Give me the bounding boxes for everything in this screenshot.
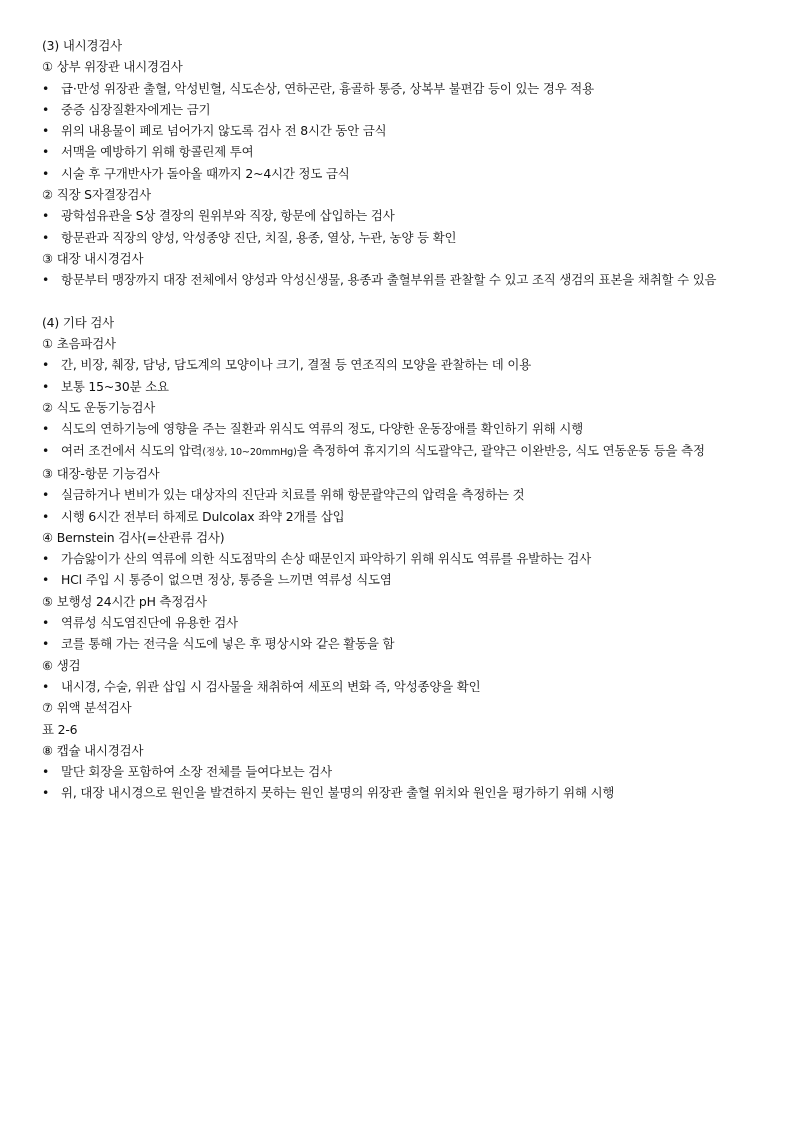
bullet-item-pressure: • 여러 조건에서 식도의 압력(정상, 10~20mmHg)을 측정하여 휴지기의 식도괄약근, 괄약근 이완반응, 식도 연동운동 등을 측정 (42, 440, 757, 463)
bullet-icon: • (42, 615, 50, 631)
item-title: ① 상부 위장관 내시경검사 (42, 59, 183, 75)
table-reference: 표 2-6 (42, 721, 78, 737)
bullet-icon: • (42, 272, 50, 288)
bullet-icon: • (42, 229, 50, 245)
section-spacer (42, 291, 757, 312)
bullet-item: • 항문관과 직장의 양성, 악성종양 진단, 치질, 용종, 열상, 누관, 농양 등 확인 (42, 227, 757, 248)
bullet-icon: • (42, 357, 50, 373)
bullet-icon: • (42, 508, 50, 524)
item-title: ② 직장 S자결장검사 (42, 187, 151, 203)
bullet-icon: • (42, 551, 50, 567)
section-heading-other-tests: (4) 기타 검사 (42, 314, 114, 330)
item-title: ④ Bernstein 검사(=산관류 검사) (42, 529, 225, 545)
bullet-item: • 급·만성 위장관 출혈, 악성빈혈, 식도손상, 연하곤란, 흉골하 통증, 상복부 불편감 등이 있는 경우 적용 (42, 78, 757, 99)
item-title: ⑦ 위액 분석검사 (42, 700, 132, 716)
bullet-item: • 서맥을 예방하기 위해 항콜린제 투여 (42, 141, 757, 162)
bullet-icon: • (42, 208, 50, 224)
bullet-item: • 위의 내용물이 폐로 넘어가지 않도록 검사 전 8시간 동안 금식 (42, 120, 757, 141)
bullet-icon: • (42, 80, 50, 96)
item-title: ① 초음파검사 (42, 336, 116, 352)
bullet-item: • 역류성 식도염진단에 유용한 검사 (42, 612, 757, 633)
bullet-item: • HCl 주입 시 통증이 없으면 정상, 통증을 느끼면 역류성 식도염 (42, 569, 757, 590)
bullet-icon: • (42, 764, 50, 780)
bullet-item: • 항문부터 맹장까지 대장 전체에서 양성과 악성신생물, 용종과 출혈부위를 관찰할 수 있고 조직 생검의 표본을 채취할 수 있음 (42, 269, 757, 290)
bullet-icon: • (42, 123, 50, 139)
bullet-item: • 중증 심장질환자에게는 금기 (42, 99, 757, 120)
bullet-item: • 광학섬유관을 S상 결장의 원위부와 직장, 항문에 삽입하는 검사 (42, 205, 757, 226)
bullet-item: • 식도의 연하기능에 영향을 주는 질환과 위식도 역류의 정도, 다양한 운동장애를 확인하기 위해 시행 (42, 418, 757, 439)
bullet-item: • 간, 비장, 췌장, 담낭, 담도계의 모양이나 크기, 결절 등 연조직의 모양을 관찰하는 데 이용 (42, 354, 757, 375)
bullet-item: • 시술 후 구개반사가 돌아올 때까지 2~4시간 정도 금식 (42, 163, 757, 184)
bullet-item: • 코를 통해 가는 전극을 식도에 넣은 후 평상시와 같은 활동을 함 (42, 633, 757, 654)
item-title: ⑤ 보행성 24시간 pH 측정검사 (42, 593, 207, 609)
bullet-icon: • (42, 378, 50, 394)
bullet-icon: • (42, 572, 50, 588)
item-title: ③ 대장-항문 기능검사 (42, 465, 160, 481)
bullet-item: • 보통 15~30분 소요 (42, 376, 757, 397)
bullet-item: • 가슴앓이가 산의 역류에 의한 식도점막의 손상 때문인지 파악하기 위해 위식도 역류를 유발하는 검사 (42, 548, 757, 569)
item-title: ② 식도 운동기능검사 (42, 400, 156, 416)
item-title: ⑥ 생검 (42, 657, 81, 673)
bullet-icon: • (42, 144, 50, 160)
bullet-item: • 내시경, 수술, 위관 삽입 시 검사물을 채취하여 세포의 변화 즉, 악성종양을 확인 (42, 676, 757, 697)
bullet-icon: • (42, 785, 50, 801)
item-title: ③ 대장 내시경검사 (42, 250, 144, 266)
bullet-icon: • (42, 421, 50, 437)
section-heading-endoscopy: (3) 내시경검사 (42, 38, 122, 53)
bullet-icon: • (42, 101, 50, 117)
bullet-icon: • (42, 442, 50, 458)
bullet-item: • 실금하거나 변비가 있는 대상자의 진단과 치료를 위해 항문괄약근의 압력을 측정하는 것 (42, 484, 757, 505)
bullet-item: • 위, 대장 내시경으로 원인을 발견하지 못하는 원인 불명의 위장관 출혈 위치와 원인을 평가하기 위해 시행 (42, 782, 757, 803)
bullet-item: • 말단 회장을 포함하여 소장 전체를 들여다보는 검사 (42, 761, 757, 782)
item-title: ⑧ 캡슐 내시경검사 (42, 742, 144, 758)
normal-range-note: (정상, 10~20mmHg) (202, 446, 297, 458)
bullet-icon: • (42, 636, 50, 652)
bullet-item: • 시행 6시간 전부터 하제로 Dulcolax 좌약 2개를 삽입 (42, 506, 757, 527)
bullet-icon: • (42, 165, 50, 181)
bullet-icon: • (42, 487, 50, 503)
bullet-icon: • (42, 678, 50, 694)
document-body (42, 35, 757, 804)
